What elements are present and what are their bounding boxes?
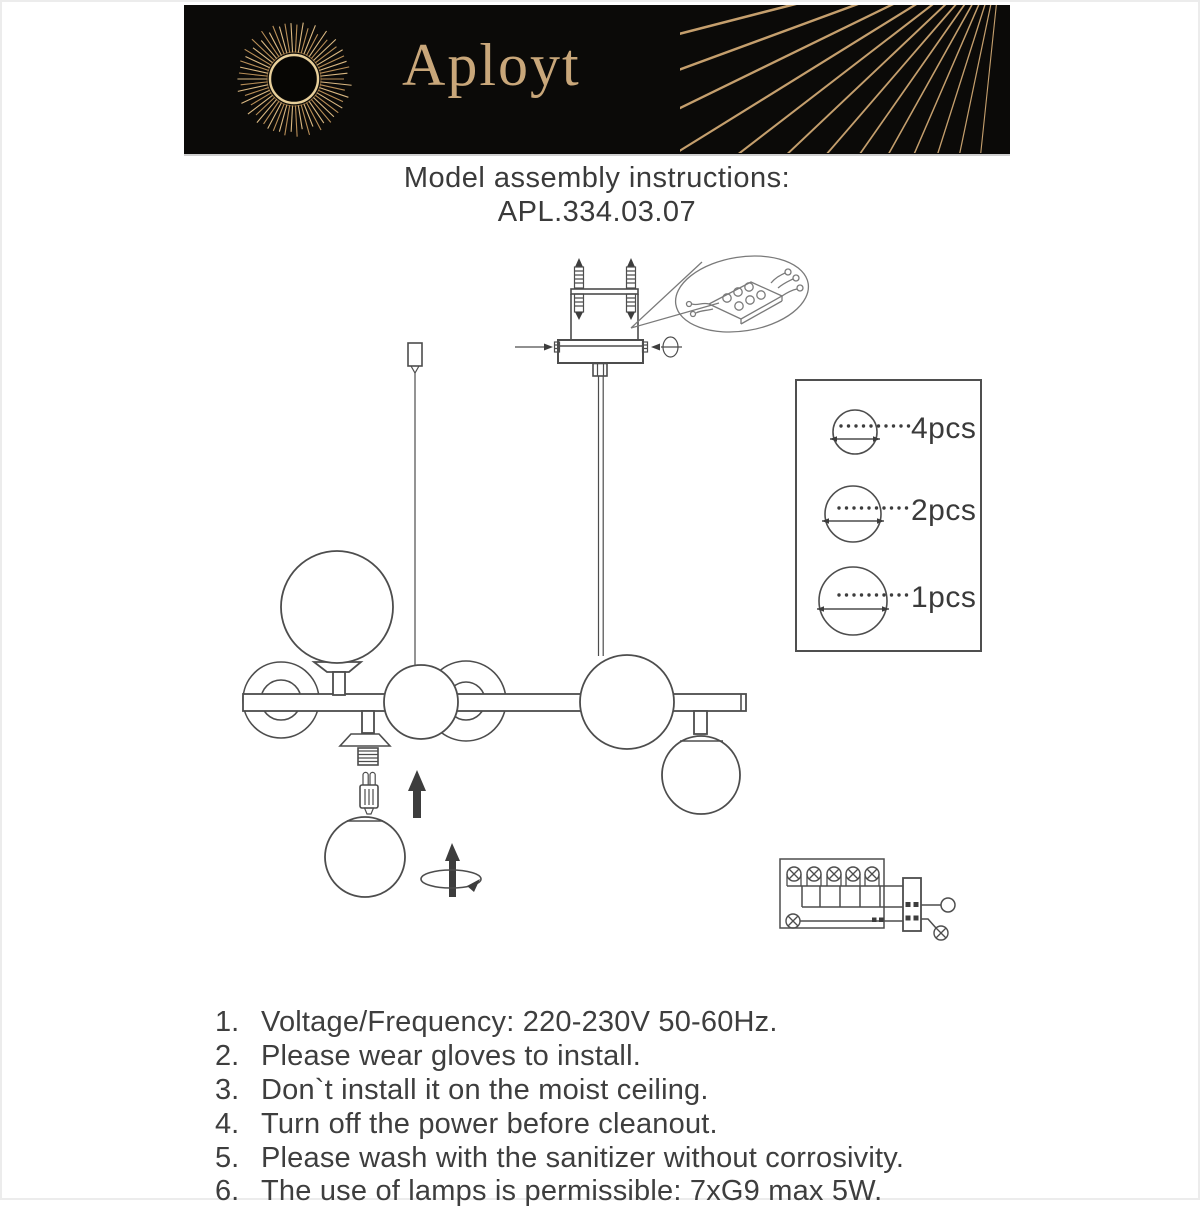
- brand-banner: [184, 5, 1010, 154]
- legend-qty: 4pcs: [911, 412, 977, 445]
- item-text: Turn off the power before cleanout.: [261, 1107, 718, 1140]
- glass-globe-bottom-right: [662, 736, 740, 814]
- socket-screw-icon: [340, 711, 390, 765]
- instruction-item: [215, 1074, 1015, 1108]
- banner-underline: [184, 154, 1010, 156]
- ceiling-mount-diagram: [515, 258, 682, 656]
- item-text: Don`t install it on the moist ceiling.: [261, 1073, 709, 1106]
- instructions-list: [215, 1006, 1015, 1209]
- item-text: The use of lamps is permissible: 7xG9 max 5W.: [261, 1175, 883, 1208]
- up-arrow-icon: [408, 770, 426, 818]
- legend-qty: 1pcs: [911, 581, 977, 614]
- item-number: 1.: [215, 1006, 240, 1038]
- glass-globe-top: [281, 551, 393, 663]
- cable-gripper-icon: [408, 343, 422, 666]
- chandelier-drawing: [243, 551, 746, 897]
- suspension-rod-icon: [599, 376, 604, 656]
- glass-globe-loose: [325, 817, 405, 897]
- instruction-item: [215, 1006, 1015, 1040]
- title-block: [184, 161, 1010, 229]
- side-screw-left: [515, 342, 560, 352]
- item-text: Please wear gloves to install.: [261, 1039, 641, 1072]
- corner-rays-icon: [680, 5, 1010, 153]
- glass-globe-right: [580, 655, 674, 749]
- model-number: APL.334.03.07: [497, 196, 697, 228]
- wiring-diagram: [780, 859, 955, 940]
- parts-legend: [795, 379, 982, 652]
- terminal-block-callout: [631, 247, 814, 341]
- item-number: 5.: [215, 1141, 240, 1174]
- instruction-item: [215, 1142, 1015, 1176]
- item-number: 2.: [215, 1039, 240, 1072]
- rod-connector: [593, 364, 607, 377]
- glass-globe-front-center: [384, 665, 458, 739]
- glass-globe-icon: [813, 563, 919, 639]
- instruction-item: [215, 1108, 1015, 1142]
- brand-name: Aployt: [402, 32, 581, 98]
- rotate-arrow-icon: [421, 843, 481, 897]
- item-text: Voltage/Frequency: 220-230V 50-60Hz.: [261, 1006, 778, 1038]
- item-number: 4.: [215, 1107, 240, 1140]
- g9-bulb-icon: [360, 772, 378, 814]
- item-number: 3.: [215, 1073, 240, 1106]
- sunburst-logo-icon: [224, 9, 364, 149]
- page-title: Model assembly instructions:: [403, 162, 791, 194]
- glass-globe-icon: [815, 402, 921, 462]
- instruction-item: [215, 1040, 1015, 1074]
- side-screw-right: [643, 337, 683, 357]
- junction-symbol: [941, 898, 955, 912]
- instruction-item: [215, 1175, 1015, 1209]
- glass-globe-icon: [813, 480, 919, 548]
- item-number: 6.: [215, 1175, 240, 1208]
- item-text: Please wash with the sanitizer without corrosivity.: [261, 1141, 905, 1174]
- canopy-icon: [558, 340, 643, 363]
- legend-qty: 2pcs: [911, 494, 977, 527]
